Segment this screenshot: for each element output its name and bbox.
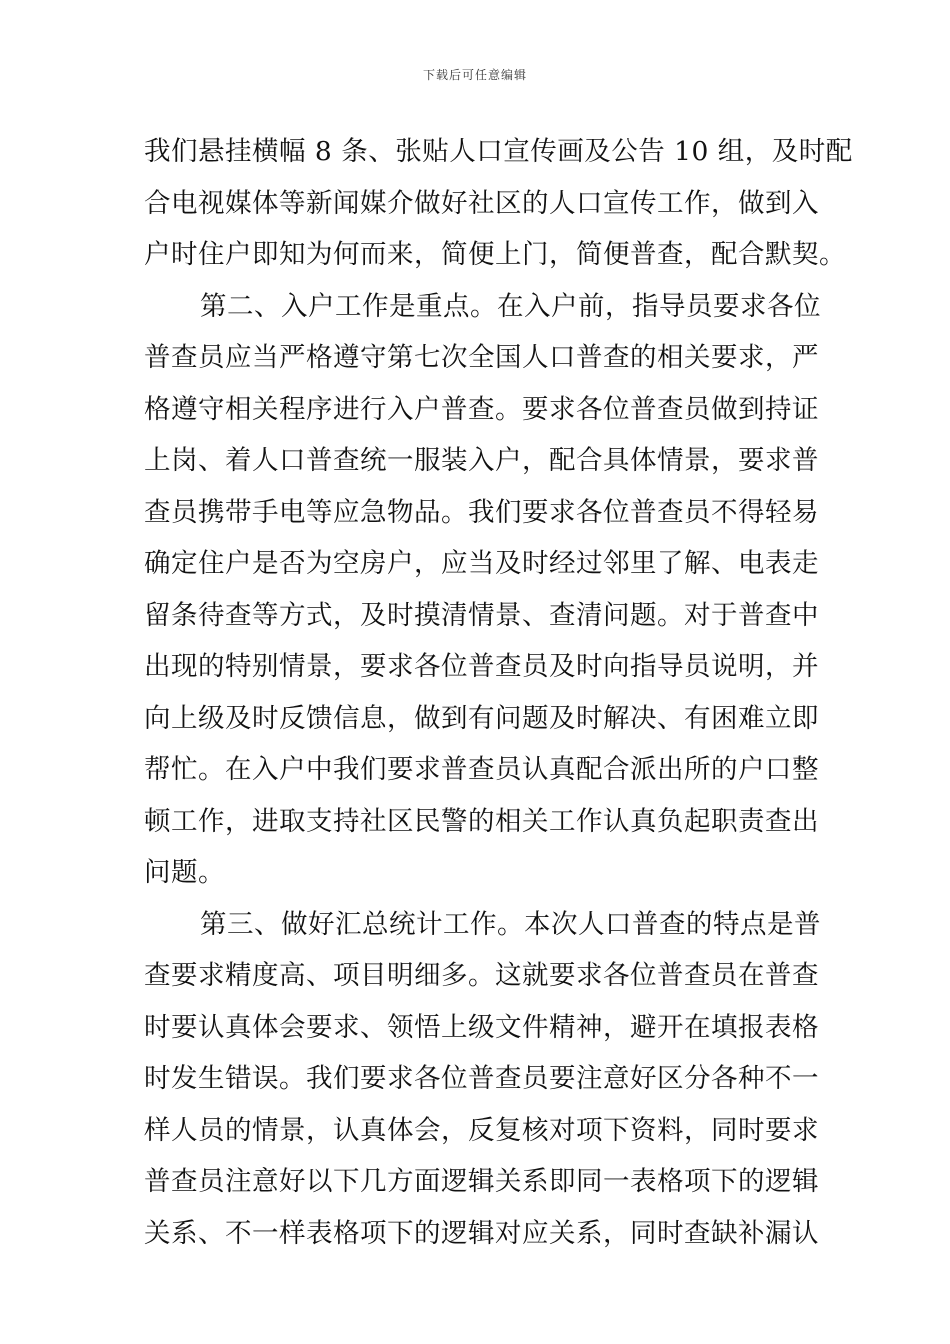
- text-line: 帮忙。在入户中我们要求普查员认真配合派出所的户口整: [144, 754, 819, 785]
- text-line: 确定住户是否为空房户，应当及时经过邻里了解、电表走: [144, 548, 819, 579]
- text-line: 样人员的情景，认真体会，反复核对项下资料，同时要求: [144, 1114, 819, 1146]
- text-line: 向上级及时反馈信息，做到有问题及时解决、有困难立即: [144, 702, 819, 734]
- text-line: 问题。: [144, 857, 225, 888]
- text-line: 关系、不一样表格项下的逻辑对应关系，同时查缺补漏认: [144, 1217, 819, 1249]
- text-line: 时要认真体会要求、领悟上级文件精神，避开在填报表格: [144, 1011, 819, 1043]
- text-line: 普查员注意好以下几方面逻辑关系即同一表格项下的逻辑: [144, 1166, 819, 1197]
- text-line: 时发生错误。我们要求各位普查员要注意好区分各种不一: [144, 1063, 819, 1094]
- paragraph: [144, 126, 853, 281]
- text-line: 普查员应当严格遵守第七次全国人口普查的相关要求，严: [144, 342, 819, 373]
- text-line: 查要求精度高、项目明细多。这就要求各位普查员在普查: [144, 960, 819, 991]
- paragraph: [144, 281, 821, 899]
- text-line: 户时住户即知为何而来，简便上门，简便普查，配合默契。: [144, 239, 846, 270]
- text-line: 第二、入户工作是重点。在入户前，指导员要求各位: [200, 290, 821, 322]
- text-line: 上岗、着人口普查统一服装入户，配合具体情景，要求普: [144, 445, 819, 476]
- text-line: 第三、做好汇总统计工作。本次人口普查的特点是普: [200, 908, 821, 940]
- paragraph: [144, 899, 821, 1260]
- page-header: 下载后可任意编辑: [422, 68, 527, 82]
- text-line: 顿工作，进取支持社区民警的相关工作认真负起职责查出: [144, 805, 819, 837]
- text-line: 格遵守相关程序进行入户普查。要求各位普查员做到持证: [144, 393, 819, 425]
- text-line: 出现的特别情景，要求各位普查员及时向指导员说明，并: [144, 651, 819, 682]
- text-line: 留条待查等方式，及时摸清情景、查清问题。对于普查中: [144, 599, 819, 631]
- text-line: 合电视媒体等新闻媒介做好社区的人口宣传工作，做到入: [144, 187, 819, 219]
- text-line: 我们悬挂横幅 8 条、张贴人口宣传画及公告 10 组，及时配: [144, 136, 853, 167]
- document-body: [144, 126, 853, 1259]
- text-line: 查员携带手电等应急物品。我们要求各位普查员不得轻易: [144, 496, 819, 528]
